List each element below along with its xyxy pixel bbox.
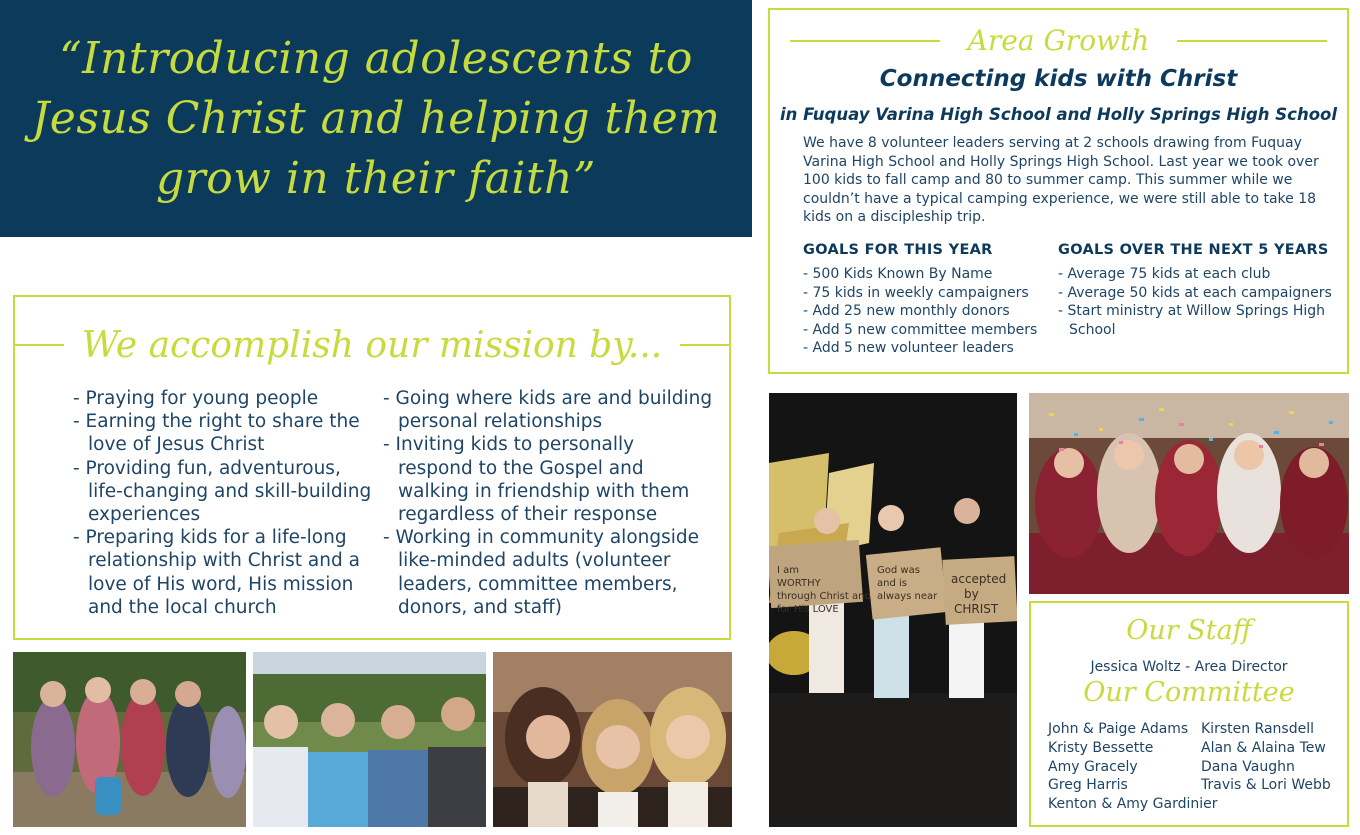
goals-year-list bbox=[803, 265, 1043, 358]
list-item: Travis & Lori Webb bbox=[1201, 777, 1331, 794]
divider bbox=[790, 40, 940, 42]
committee-list-left bbox=[1048, 720, 1218, 814]
area-director: Jessica Woltz - Area Director bbox=[1090, 659, 1288, 675]
list-item: Amy Gracely bbox=[1048, 758, 1138, 775]
mission-title: We accomplish our mission by... bbox=[81, 324, 663, 366]
area-growth-box bbox=[768, 8, 1349, 374]
photo-four-boys bbox=[253, 652, 486, 827]
growth-title: Area Growth bbox=[967, 24, 1150, 57]
list-item: - Average 75 kids at each club bbox=[1058, 266, 1271, 282]
mission-list-left bbox=[73, 387, 373, 619]
list-item: - Add 25 new monthly donors bbox=[803, 303, 1010, 320]
list-item: Kenton & Amy Gardinier bbox=[1048, 796, 1218, 813]
divider bbox=[680, 344, 729, 346]
list-item: Kristy Bessette bbox=[1048, 739, 1154, 756]
growth-subtitle: Connecting kids with Christ bbox=[879, 66, 1238, 92]
goals-year-heading: GOALS FOR THIS YEAR bbox=[803, 242, 993, 258]
list-item: - 500 Kids Known By Name bbox=[803, 266, 993, 282]
photo-stage-signs bbox=[769, 393, 1017, 827]
divider bbox=[1177, 40, 1327, 42]
list-item: - Add 5 new committee members bbox=[803, 321, 1038, 338]
list-item: Greg Harris bbox=[1048, 777, 1128, 794]
list-item: - Praying for young people bbox=[73, 388, 319, 409]
sign-god-near: God was and is always near bbox=[877, 565, 938, 602]
staff-box bbox=[1029, 601, 1349, 827]
mission-quote: “Introducing adolescents to Jesus Christ and helping them grow in their faith” bbox=[31, 32, 721, 204]
list-item: - Going where kids are and building personal relationships bbox=[383, 388, 713, 433]
divider bbox=[15, 344, 64, 346]
list-item: Dana Vaughn bbox=[1201, 758, 1295, 775]
sign-worthy: I am WORTHY through Christ and for His LOVE bbox=[777, 565, 871, 615]
goals-5yr-heading: GOALS OVER THE NEXT 5 YEARS bbox=[1058, 242, 1329, 258]
photo-confetti-crowd bbox=[1029, 393, 1349, 594]
photo-three-girls bbox=[493, 652, 732, 827]
committee-title: Our Committee bbox=[1083, 677, 1295, 708]
list-item: Alan & Alaina Tew bbox=[1201, 739, 1326, 756]
list-item: - Average 50 kids at each campaigners bbox=[1058, 284, 1332, 301]
mission-list-right bbox=[383, 387, 713, 619]
list-item: - Inviting kids to personally respond to the Gospel and walking in friendship with them regardless of their response bbox=[383, 434, 690, 526]
list-item: - Add 5 new volunteer leaders bbox=[803, 340, 1014, 357]
growth-paragraph: We have 8 volunteer leaders serving at 2 schools drawing from Fuquay Varina High School and Holly Springs High School. Last year we took over 100 kids to fall camp and 80 to summer camp. This summer while we couldn’t have a typical camping experience, we were still able to take 18 kids on a discipleship trip. bbox=[803, 135, 1319, 226]
mission-box bbox=[13, 295, 731, 640]
quote-banner bbox=[0, 0, 752, 237]
growth-schools: in Fuquay Varina High School and Holly Springs High School bbox=[779, 105, 1338, 124]
list-item: Kirsten Ransdell bbox=[1201, 721, 1314, 737]
list-item: - Working in community alongside like-minded adults (volunteer leaders, committee members, donors, and staff) bbox=[383, 527, 700, 618]
list-item: - 75 kids in weekly campaigners bbox=[803, 284, 1029, 301]
sign-accepted: accepted by CHRIST bbox=[951, 572, 1007, 616]
photo-camp-group bbox=[13, 652, 246, 827]
staff-title: Our Staff bbox=[1126, 615, 1252, 646]
list-item: John & Paige Adams bbox=[1048, 721, 1189, 737]
list-item: - Start ministry at Willow Springs High School bbox=[1058, 303, 1326, 338]
mission-header bbox=[15, 317, 729, 373]
list-item: - Providing fun, adventurous, life-changing and skill-building experiences bbox=[73, 457, 372, 526]
committee-list-right bbox=[1201, 720, 1331, 795]
list-item: - Preparing kids for a life-long relationship with Christ and a love of His word, His mission and the local church bbox=[73, 527, 360, 618]
goals-5yr-list bbox=[1058, 265, 1338, 339]
list-item: - Earning the right to share the love of Jesus Christ bbox=[73, 411, 360, 456]
growth-header bbox=[770, 24, 1347, 57]
